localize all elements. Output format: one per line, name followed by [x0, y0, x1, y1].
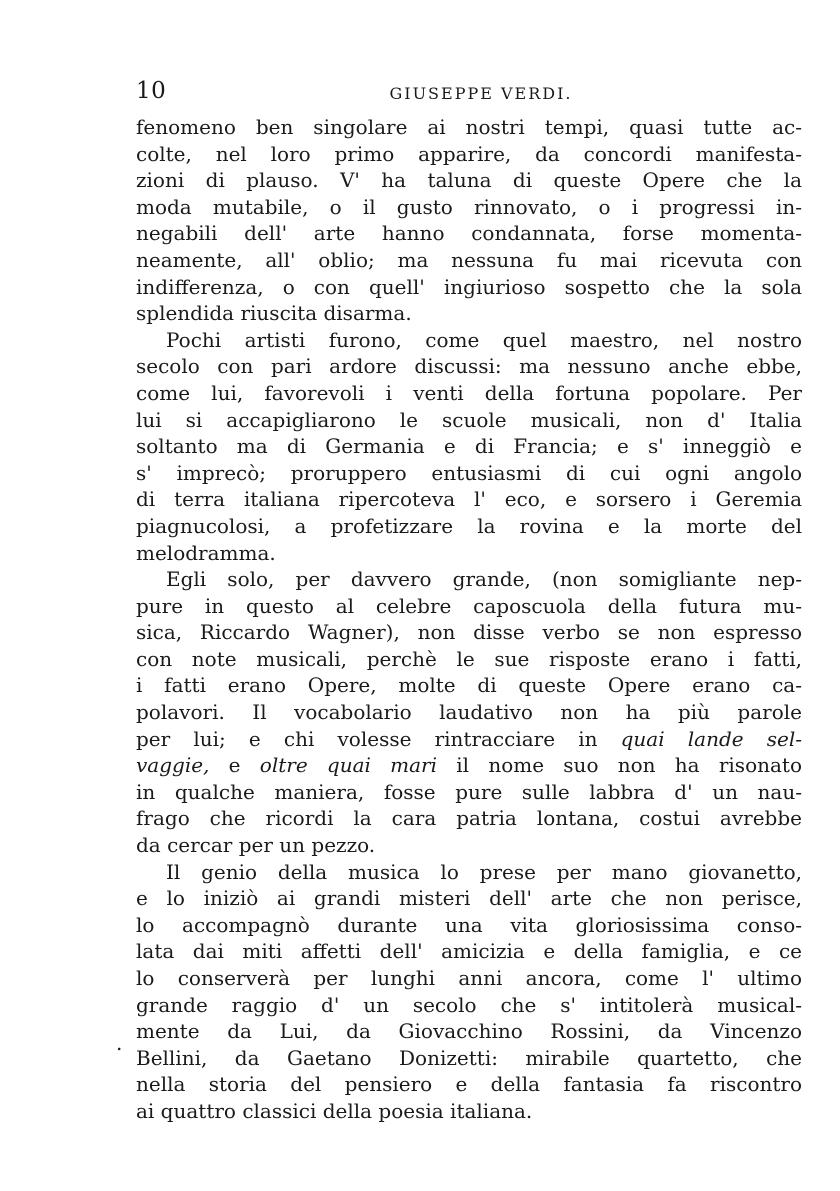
italic-segment: quai lande sel-	[620, 726, 803, 751]
text-line: lui si accapigliarono le scuole musicali, non d' Italia	[136, 407, 802, 432]
text-line: ai quattro classici della poesia italiana.	[136, 1098, 533, 1123]
text-line: con note musicali, perchè le sue risposte erano i fatti,	[136, 646, 802, 671]
text-line: grande raggio d' un secolo che s' intitolerà musical-	[136, 992, 802, 1017]
text-line: secolo con pari ardore discussi: ma nessuno anche ebbe,	[136, 354, 802, 379]
margin-mark: .	[116, 1031, 123, 1055]
text-line: sica, Riccardo Wagner), non disse verbo se non espresso	[136, 620, 802, 645]
italic-segment: oltre quai mari	[259, 753, 438, 778]
text-segment: il nome suo non ha risonato	[437, 753, 802, 778]
text-line: lo conserverà per lunghi anni ancora, come l' ultimo	[136, 966, 802, 990]
text-line: i fatti erano Opere, molte di queste Opere erano ca-	[136, 673, 802, 698]
text-line: come lui, favorevoli i venti della fortuna popolare. Per	[136, 380, 802, 405]
text-line: neamente, all' oblio; ma nessuna fu mai ricevuta con	[136, 247, 802, 272]
text-line	[136, 726, 802, 753]
text-line: nella storia del pensiero e della fantasia fa riscontro	[136, 1072, 802, 1097]
text-line: di terra italiana ripercoteva l' eco, e sorsero i Geremia	[136, 487, 802, 512]
text-line: Bellini, da Gaetano Donizetti: mirabile quartetto, che	[136, 1045, 802, 1070]
text-line: Pochi artisti furono, come quel maestro, nel nostro	[166, 327, 802, 352]
running-head: GIUSEPPE VERDI.	[389, 84, 573, 103]
text-line: in qualche maniera, fosse pure sulle labbra d' un nau-	[136, 779, 802, 804]
text-line: pure in questo al celebre caposcuola della futura mu-	[136, 593, 802, 618]
text-line: splendida riuscita disarma.	[136, 301, 412, 326]
page-header	[136, 78, 802, 112]
page-number: 10	[136, 78, 167, 104]
text-line: colte, nel loro primo apparire, da concordi manifesta-	[136, 141, 802, 166]
text-line	[136, 752, 802, 779]
text-line: moda mutabile, o il gusto rinnovato, o i progressi in-	[136, 194, 802, 219]
italic-segment: vaggie,	[136, 753, 210, 778]
text-segment: e	[209, 753, 260, 778]
text-line: Il genio della musica lo prese per mano giovanetto,	[166, 859, 802, 884]
text-line: lata dai miti affetti dell' amicizia e della famiglia, e ce	[136, 939, 802, 964]
text-line: indifferenza, o con quell' ingiurioso sospetto che la sola	[136, 274, 802, 299]
text-line: melodramma.	[136, 540, 276, 565]
text-line: lo accompagnò durante una vita gloriosissima conso-	[136, 912, 802, 937]
text-line: polavori. Il vocabolario laudativo non ha più parole	[136, 700, 802, 725]
text-line: piagnucolosi, a profetizzare la rovina e la morte del	[136, 513, 802, 538]
text-line: da cercar per un pezzo.	[136, 833, 376, 858]
text-line: s' imprecò; proruppero entusiasmi di cui ogni angolo	[136, 460, 802, 485]
text-line: fenomeno ben singolare ai nostri tempi, quasi tutte ac-	[136, 115, 802, 139]
text-line: mente da Lui, da Giovacchino Rossini, da Vincenzo	[136, 1019, 802, 1044]
text-line: frago che ricordi la cara patria lontana, costui avrebbe	[136, 806, 802, 831]
text-line: e lo iniziò ai grandi misteri dell' arte che non perisce,	[136, 886, 802, 911]
text-segment: per lui; e chi volesse rintracciare in	[136, 726, 621, 751]
text-line: zioni di plauso. V' ha taluna di queste Opere che la	[136, 168, 802, 193]
text-line: soltanto ma di Germania e di Francia; e s' inneggiò e	[136, 434, 802, 459]
text-line: negabili dell' arte hanno condannata, forse momenta-	[136, 221, 802, 246]
body-text	[136, 114, 802, 1125]
text-line: Egli solo, per davvero grande, (non somigliante nep-	[166, 567, 802, 592]
